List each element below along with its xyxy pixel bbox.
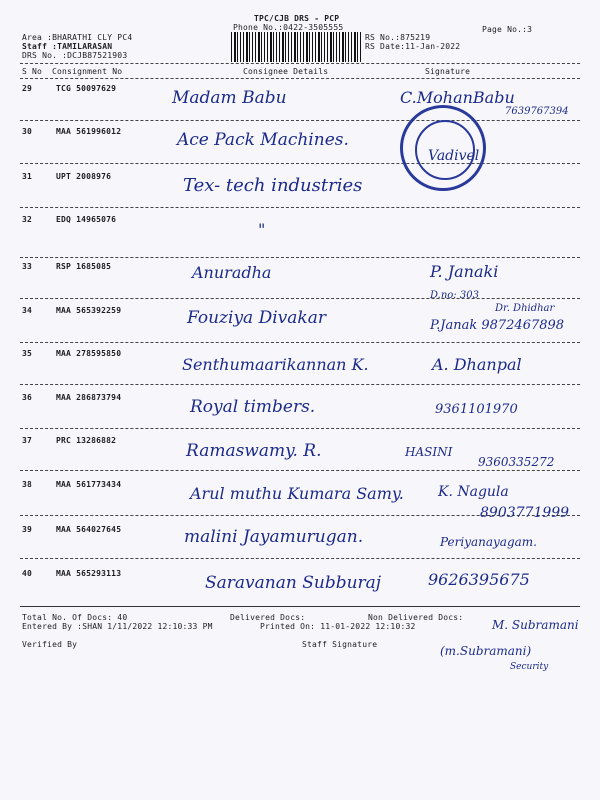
row-divider	[20, 428, 580, 429]
row-consignment: TCG 50097629	[56, 84, 117, 93]
entered-by: Entered By :SHAN 1/11/2022 12:10:33 PM	[22, 622, 213, 631]
handwritten-phone: 9626395675	[428, 570, 530, 589]
phone-number: Phone No.:0422-3505555	[233, 23, 344, 32]
header-divider	[20, 63, 580, 64]
row-sno: 36	[22, 393, 33, 402]
row-divider	[20, 207, 580, 208]
document-title: TPC/CJB DRS - PCP	[254, 14, 340, 23]
col-consignee: Consignee Details	[243, 67, 329, 76]
handwritten-signature: Dr. Dhidhar	[495, 303, 555, 314]
handwritten-phone: P.Janak 9872467898	[430, 318, 565, 333]
handwritten-ditto: "	[258, 220, 266, 239]
handwritten-signature: C.MohanBabu	[400, 88, 515, 107]
row-sno: 30	[22, 127, 33, 136]
handwritten-consignee: Madam Babu	[172, 88, 287, 108]
handwritten-signature: M. Subramani	[492, 618, 579, 632]
verified-by: Verified By	[22, 640, 78, 649]
row-consignment: MAA 565293113	[56, 569, 122, 578]
drs-number: DRS No. :DCJB87521903	[22, 51, 128, 60]
handwritten-phone: 8903771999	[480, 505, 570, 521]
handwritten-consignee: Anuradha	[192, 263, 272, 282]
row-sno: 34	[22, 306, 33, 315]
handwritten-consignee: Saravanan Subburaj	[205, 573, 382, 593]
page-number: Page No.:3	[482, 25, 533, 34]
handwritten-consignee: Ace Pack Machines.	[177, 130, 349, 150]
row-sno: 31	[22, 172, 33, 181]
handwritten-signature: P. Janaki	[430, 262, 499, 281]
handwritten-signature: K. Nagula	[438, 484, 509, 500]
handwritten-consignee: Arul muthu Kumara Samy.	[190, 484, 404, 503]
barcode	[231, 32, 361, 62]
row-consignment: MAA 561996012	[56, 127, 122, 136]
row-divider	[20, 298, 580, 299]
row-consignment: MAA 564027645	[56, 525, 122, 534]
staff-signature-label: Staff Signature	[302, 640, 378, 649]
row-sno: 35	[22, 349, 33, 358]
handwritten-consignee: malini Jayamurugan.	[184, 527, 364, 547]
row-sno: 32	[22, 215, 33, 224]
handwritten-consignee: Fouziya Divakar	[187, 308, 326, 328]
printed-on: Printed On: 11-01-2022 12:10:32	[260, 622, 416, 631]
total-docs: Total No. Of Docs: 40	[22, 613, 128, 622]
handwritten-consignee: Royal timbers.	[190, 397, 316, 417]
row-divider	[20, 120, 580, 121]
col-consignment: Consignment No	[52, 67, 123, 76]
handwritten-signature: Vadivel	[428, 148, 480, 164]
handwritten-note: D.no: 303	[430, 290, 479, 301]
handwritten-signature: A. Dhanpal	[432, 355, 522, 374]
handwritten-signature: (m.Subramani)	[440, 644, 532, 658]
row-sno: 38	[22, 480, 33, 489]
row-consignment: MAA 565392259	[56, 306, 122, 315]
row-divider	[20, 558, 580, 559]
rs-number: RS No.:875219	[365, 33, 431, 42]
col-signature: Signature	[425, 67, 471, 76]
col-sno: S No	[22, 67, 43, 76]
columns-divider	[20, 78, 580, 79]
row-divider	[20, 257, 580, 258]
row-consignment: PRC 13286882	[56, 436, 117, 445]
row-divider	[20, 384, 580, 385]
rs-date: RS Date:11-Jan-2022	[365, 42, 461, 51]
row-consignment: EDQ 14965076	[56, 215, 117, 224]
row-consignment: MAA 278595850	[56, 349, 122, 358]
row-consignment: MAA 286873794	[56, 393, 122, 402]
row-consignment: MAA 561773434	[56, 480, 122, 489]
row-divider	[20, 163, 580, 164]
handwritten-signature: Periyanayagam.	[440, 535, 537, 549]
staff-field: Staff :TAMILARASAN	[22, 42, 113, 51]
handwritten-consignee: Tex- tech industries	[183, 175, 363, 196]
handwritten-signature: Security	[510, 662, 549, 672]
handwritten-consignee: Senthumaarikannan K.	[182, 355, 369, 374]
non-delivered-docs: Non Delivered Docs:	[368, 613, 464, 622]
row-consignment: UPT 2008976	[56, 172, 112, 181]
row-divider	[20, 470, 580, 471]
handwritten-phone: 7639767394	[505, 106, 569, 117]
row-sno: 29	[22, 84, 33, 93]
handwritten-phone: 9360335272	[478, 455, 555, 469]
row-divider	[20, 342, 580, 343]
area-field: Area :BHARATHI CLY PC4	[22, 33, 133, 42]
handwritten-phone: 9361101970	[435, 402, 518, 417]
row-consignment: RSP 1685085	[56, 262, 112, 271]
row-sno: 33	[22, 262, 33, 271]
row-sno: 40	[22, 569, 33, 578]
table-end-line	[20, 606, 580, 607]
handwritten-signature: HASINI	[405, 445, 453, 459]
row-sno: 37	[22, 436, 33, 445]
row-sno: 39	[22, 525, 33, 534]
delivered-docs: Delivered Docs:	[230, 613, 306, 622]
handwritten-consignee: Ramaswamy. R.	[186, 441, 322, 461]
